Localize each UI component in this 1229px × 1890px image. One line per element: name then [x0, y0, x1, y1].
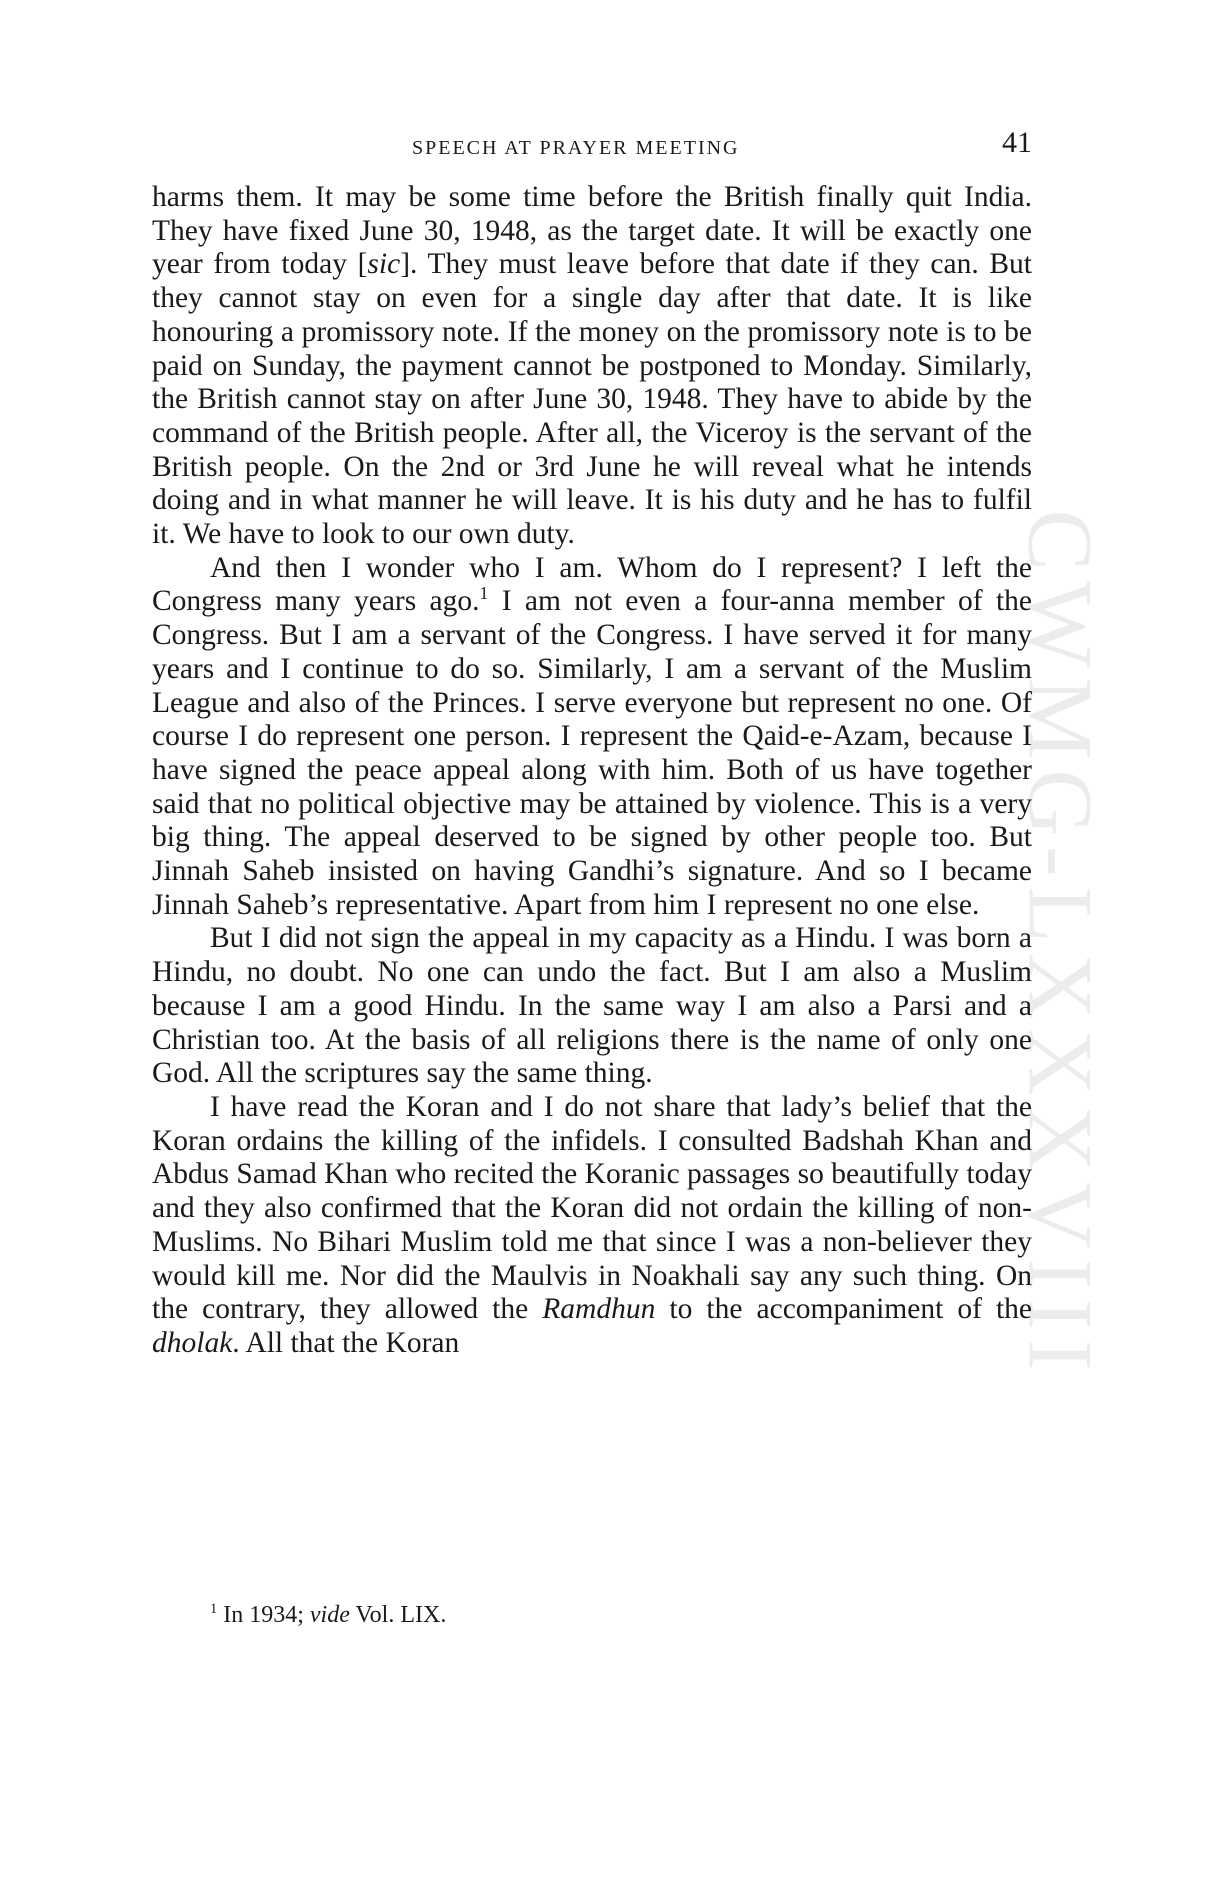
paragraph-4-part-a: I have read the Koran and I do not share that lady’s belief that the Koran ordains the killing of the infidels. I consulted Badshah Khan and Abdus Samad Khan who recited the Koranic passages so beautifully today and they also confirmed that the Koran did not ordain the killing of non-Muslims. No Bihari Muslim told me that since I was a non-believer they would kill me. Nor did the Maulvis in Noakhali say any such thing. On the contrary, they allowed the [152, 1090, 1032, 1326]
paragraph-4-part-c: . All that the Koran [232, 1326, 460, 1359]
dholak-italic: dholak [152, 1326, 233, 1359]
watermark-text: CWMG-LXXXVIII [1009, 509, 1112, 1381]
paragraph-2 [152, 552, 1032, 923]
paragraph-4-part-b: to the accompaniment of the [655, 1293, 1032, 1326]
paragraph-1 [152, 181, 1032, 552]
footnote [210, 1600, 1030, 1630]
ramdhun-italic: Ramdhun [542, 1293, 656, 1326]
sic-italic: sic [367, 248, 401, 281]
page-number: 41 [1002, 126, 1032, 159]
vide-italic: vide [309, 1602, 350, 1628]
paragraph-1-part-b: ]. They must leave before that date if they can. But they cannot stay on even for a single day after that date. It is like honouring a promissory note. If the money on the promissory note is to be paid on Sunday, the payment cannot be postponed to Monday. Similarly, the British cannot stay on after June 30, 1948. They have to abide by the command of the British people. After all, the Viceroy is the servant of the British people. On the 2nd or 3rd June he will reveal what he intends doing and in what manner he will leave. It is his duty and he has to fulfil it. We have to look to our own duty. [152, 248, 1033, 551]
running-head [152, 126, 1032, 166]
footnote-marker: 1 [210, 1601, 218, 1617]
footnote-part-a: In 1934; [217, 1602, 310, 1628]
paragraph-1-part-a: harms them. It may be some time before the British finally quit India. They have fixed June 30, 1948, as the target date. It will be exactly one year from today [ [152, 181, 1032, 281]
footnote-reference: 1 [479, 583, 489, 604]
paragraph-4 [152, 1091, 1032, 1361]
paragraph-2-part-a: And then I wonder who I am. Whom do I represent? I left the Congress many years ago. [152, 551, 1032, 618]
footnote-part-b: Vol. LIX. [349, 1602, 447, 1628]
paragraph-3: But I did not sign the appeal in my capacity as a Hindu. I was born a Hindu, no doubt. No one can undo the fact. But I am also a Muslim because I am a good Hindu. In the same way I am also a Parsi and a Christian too. At the basis of all religions there is the name of only one God. All the scriptures say the same thing. [152, 922, 1032, 1090]
paragraph-2-part-b: I am not even a four-anna member of the Congress. But I am a servant of the Congress. I have served it for many years and I continue to do so. Similarly, I am a servant of the Muslim League and also of the Princes. I serve everyone but represent no one. Of course I do represent one person. I represent the Qaid-e-Azam, because I have signed the peace appeal along with him. Both of us have together said that no political objective may be attained by violence. This is a very big thing. The appeal deserved to be signed by other people too. But Jinnah Saheb insisted on having Gandhi’s signature. And so I became Jinnah Saheb’s representative. Apart from him I represent no one else. [152, 585, 1032, 921]
running-head-title: SPEECH AT PRAYER MEETING [412, 137, 740, 159]
body-text [152, 181, 1032, 1361]
